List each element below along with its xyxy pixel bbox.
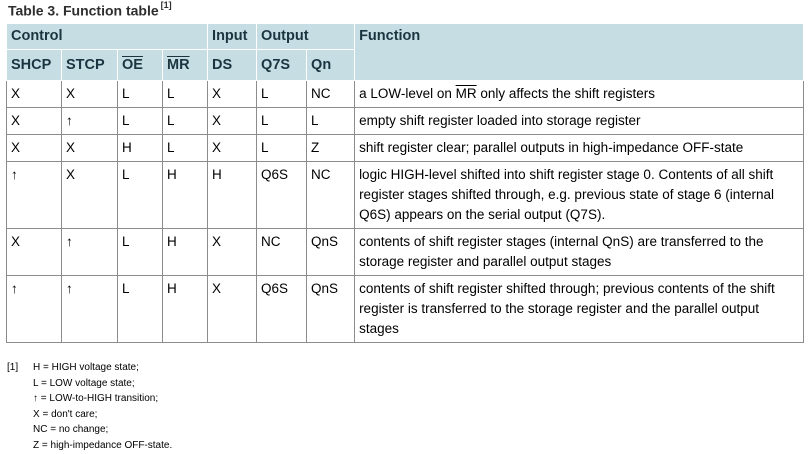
note-item: Z = high-impedance OFF-state. bbox=[33, 439, 173, 451]
note-item: ↑ = LOW-to-HIGH transition; bbox=[33, 393, 159, 405]
column-header-shcp: SHCP bbox=[7, 50, 62, 81]
cell-oe: H bbox=[118, 135, 163, 162]
cell-stcp: ↑ bbox=[62, 229, 118, 276]
cell-qn: NC bbox=[307, 162, 355, 229]
cell-stcp: ↑ bbox=[62, 108, 118, 135]
table-row bbox=[7, 162, 804, 229]
column-header-q7s: Q7S bbox=[257, 50, 307, 81]
note-item: H = HIGH voltage state; bbox=[33, 362, 139, 373]
cell-qn: QnS bbox=[307, 276, 355, 343]
note-item: X = don't care; bbox=[33, 408, 98, 420]
table-title-footnote-ref: [1] bbox=[160, 0, 172, 10]
cell-function: logic HIGH-level shifted into shift register stage 0. Contents of all shift register stages shifted through, e.g. previous state of stage 6 (internal Q6S) appears on the serial output (Q7S). bbox=[355, 162, 804, 229]
function-text-post: only affects the shift registers bbox=[476, 86, 655, 101]
table-row bbox=[7, 108, 804, 135]
cell-q7s: Q6S bbox=[257, 276, 307, 343]
note-item: NC = no change; bbox=[33, 424, 109, 436]
header-group-row bbox=[7, 24, 804, 50]
cell-shcp: X bbox=[7, 135, 62, 162]
cell-function: contents of shift register stages (internal QnS) are transferred to the storage register and parallel output stages bbox=[355, 229, 804, 276]
cell-shcp: X bbox=[7, 81, 62, 108]
table-notes bbox=[7, 360, 172, 454]
cell-q7s: L bbox=[257, 81, 307, 108]
cell-qn: L bbox=[307, 108, 355, 135]
cell-mr: H bbox=[163, 229, 208, 276]
cell-ds: X bbox=[208, 108, 257, 135]
column-header-ds: DS bbox=[208, 50, 257, 81]
cell-q7s: L bbox=[257, 135, 307, 162]
header-function: Function bbox=[355, 24, 804, 81]
cell-qn: QnS bbox=[307, 229, 355, 276]
column-header-stcp: STCP bbox=[62, 50, 118, 81]
table-title-text: Table 3. Function table bbox=[8, 2, 159, 19]
cell-oe: L bbox=[118, 229, 163, 276]
cell-mr: L bbox=[163, 135, 208, 162]
cell-shcp: ↑ bbox=[7, 162, 62, 229]
table-row bbox=[7, 81, 804, 108]
cell-shcp: X bbox=[7, 108, 62, 135]
cell-ds: X bbox=[208, 276, 257, 343]
cell-shcp: ↑ bbox=[7, 276, 62, 343]
cell-stcp: ↑ bbox=[62, 276, 118, 343]
cell-ds: H bbox=[208, 162, 257, 229]
cell-stcp: X bbox=[62, 135, 118, 162]
table-title bbox=[8, 2, 172, 19]
cell-function: contents of shift register shifted through; previous contents of the shift register is transferred to the storage register and the parallel output stages bbox=[355, 276, 804, 343]
column-header-qn: Qn bbox=[307, 50, 355, 81]
cell-function bbox=[355, 81, 804, 108]
function-text-pre: a LOW-level on bbox=[359, 86, 456, 101]
cell-stcp: X bbox=[62, 81, 118, 108]
header-group-input: Input bbox=[208, 24, 257, 50]
cell-q7s: Q6S bbox=[257, 162, 307, 229]
cell-stcp: X bbox=[62, 162, 118, 229]
cell-mr: H bbox=[163, 276, 208, 343]
cell-qn: NC bbox=[307, 81, 355, 108]
header-group-output: Output bbox=[257, 24, 355, 50]
cell-ds: X bbox=[208, 229, 257, 276]
column-header-oe: $\overline{OE}$ bbox=[118, 50, 163, 81]
cell-oe: L bbox=[118, 81, 163, 108]
cell-oe: L bbox=[118, 162, 163, 229]
cell-shcp: X bbox=[7, 229, 62, 276]
cell-oe: L bbox=[118, 108, 163, 135]
cell-oe: L bbox=[118, 276, 163, 343]
table-row bbox=[7, 229, 804, 276]
function-text-mr: $\overline{MR}$ bbox=[455, 86, 477, 101]
table-row bbox=[7, 276, 804, 343]
cell-mr: L bbox=[163, 108, 208, 135]
cell-q7s: NC bbox=[257, 229, 307, 276]
function-table bbox=[6, 23, 804, 343]
cell-q7s: L bbox=[257, 108, 307, 135]
cell-ds: X bbox=[208, 81, 257, 108]
cell-mr: L bbox=[163, 81, 208, 108]
notes-list bbox=[33, 360, 172, 454]
cell-mr: H bbox=[163, 162, 208, 229]
notes-ref: [1] bbox=[7, 362, 19, 373]
table-row bbox=[7, 135, 804, 162]
note-item: L = LOW voltage state; bbox=[33, 377, 135, 389]
cell-function: shift register clear; parallel outputs in high-impedance OFF-state bbox=[355, 135, 804, 162]
cell-qn: Z bbox=[307, 135, 355, 162]
header-group-control: Control bbox=[7, 24, 208, 50]
cell-ds: X bbox=[208, 135, 257, 162]
cell-function: empty shift register loaded into storage register bbox=[355, 108, 804, 135]
column-header-mr: $\overline{MR}$ bbox=[163, 50, 208, 81]
